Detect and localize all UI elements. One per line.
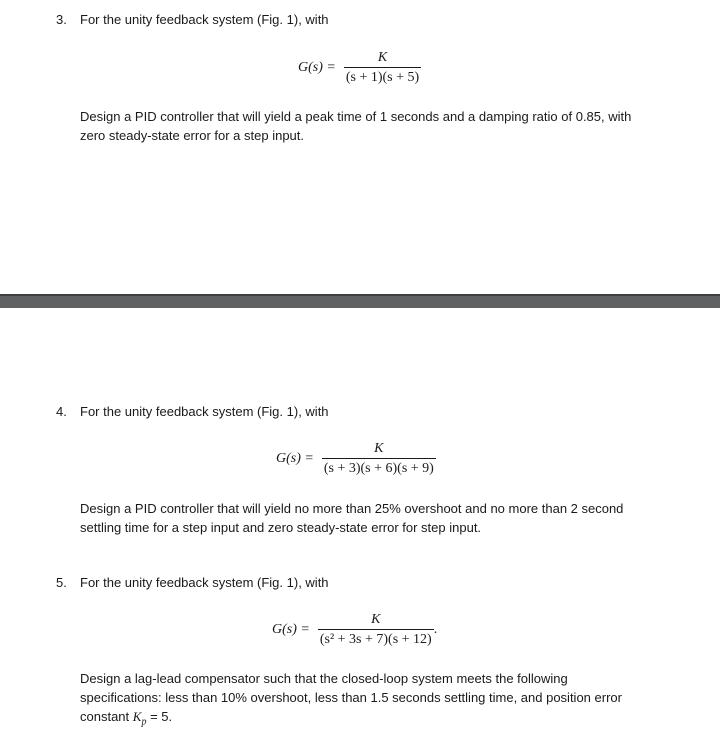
text-line: settling time for a step input and zero steady-state error for step input.: [80, 520, 482, 535]
kp-symbol-letter: K: [132, 709, 142, 724]
problem-4-intro: For the unity feedback system (Fig. 1), with: [80, 404, 329, 419]
problem-3-text: [80, 107, 680, 145]
equation-fraction: [322, 441, 436, 477]
equation-denominator: (s + 3)(s + 6)(s + 9): [322, 458, 436, 477]
text-line: zero steady-state error for a step input.: [80, 128, 304, 143]
equation-lhs: G(s) =: [298, 60, 336, 75]
problem-3-equation: [298, 50, 421, 86]
text-line: Design a PID controller that will yield no more than 25% overshoot and no more than 2 second: [80, 501, 624, 516]
equation-fraction: [344, 50, 421, 86]
problem-3-heading: [56, 12, 329, 27]
problem-5-text: [80, 669, 680, 732]
problem-5-equation: [272, 612, 437, 648]
problem-4-text: [80, 499, 680, 537]
problem-4-heading: [56, 404, 329, 419]
equation-lhs: G(s) =: [272, 622, 310, 637]
equation-denominator: (s + 1)(s + 5): [344, 67, 421, 86]
text-line: specifications: less than 10% overshoot, less than 1.5 seconds settling time, and position error: [80, 690, 622, 705]
text-line: Design a lag-lead compensator such that the closed-loop system meets the following: [80, 671, 568, 686]
problem-5-heading: [56, 575, 329, 590]
equation-trailing-period: .: [433, 622, 438, 637]
problem-4-equation: [276, 441, 436, 477]
equation-numerator: K: [374, 441, 384, 456]
problem-5-intro: For the unity feedback system (Fig. 1), with: [80, 575, 329, 590]
text-line-suffix: = 5.: [150, 709, 173, 724]
problem-3-number: 3.: [56, 12, 67, 27]
equation-lhs: G(s) =: [276, 451, 314, 466]
equation-fraction: [318, 612, 434, 648]
text-line: Design a PID controller that will yield a peak time of 1 seconds and a damping ratio of 0.85, with: [80, 109, 632, 124]
kp-symbol: [132, 709, 147, 728]
equation-numerator: K: [371, 612, 381, 627]
text-line: [80, 707, 680, 732]
equation-numerator: K: [377, 50, 388, 65]
kp-subscript: p: [141, 716, 147, 728]
problem-5-number: 5.: [56, 575, 67, 590]
problem-4-number: 4.: [56, 404, 67, 419]
text-line-prefix: constant: [80, 709, 130, 724]
page-divider: [0, 294, 720, 308]
problem-3-intro: For the unity feedback system (Fig. 1), with: [80, 12, 329, 27]
equation-denominator: (s² + 3s + 7)(s + 12): [318, 629, 434, 648]
